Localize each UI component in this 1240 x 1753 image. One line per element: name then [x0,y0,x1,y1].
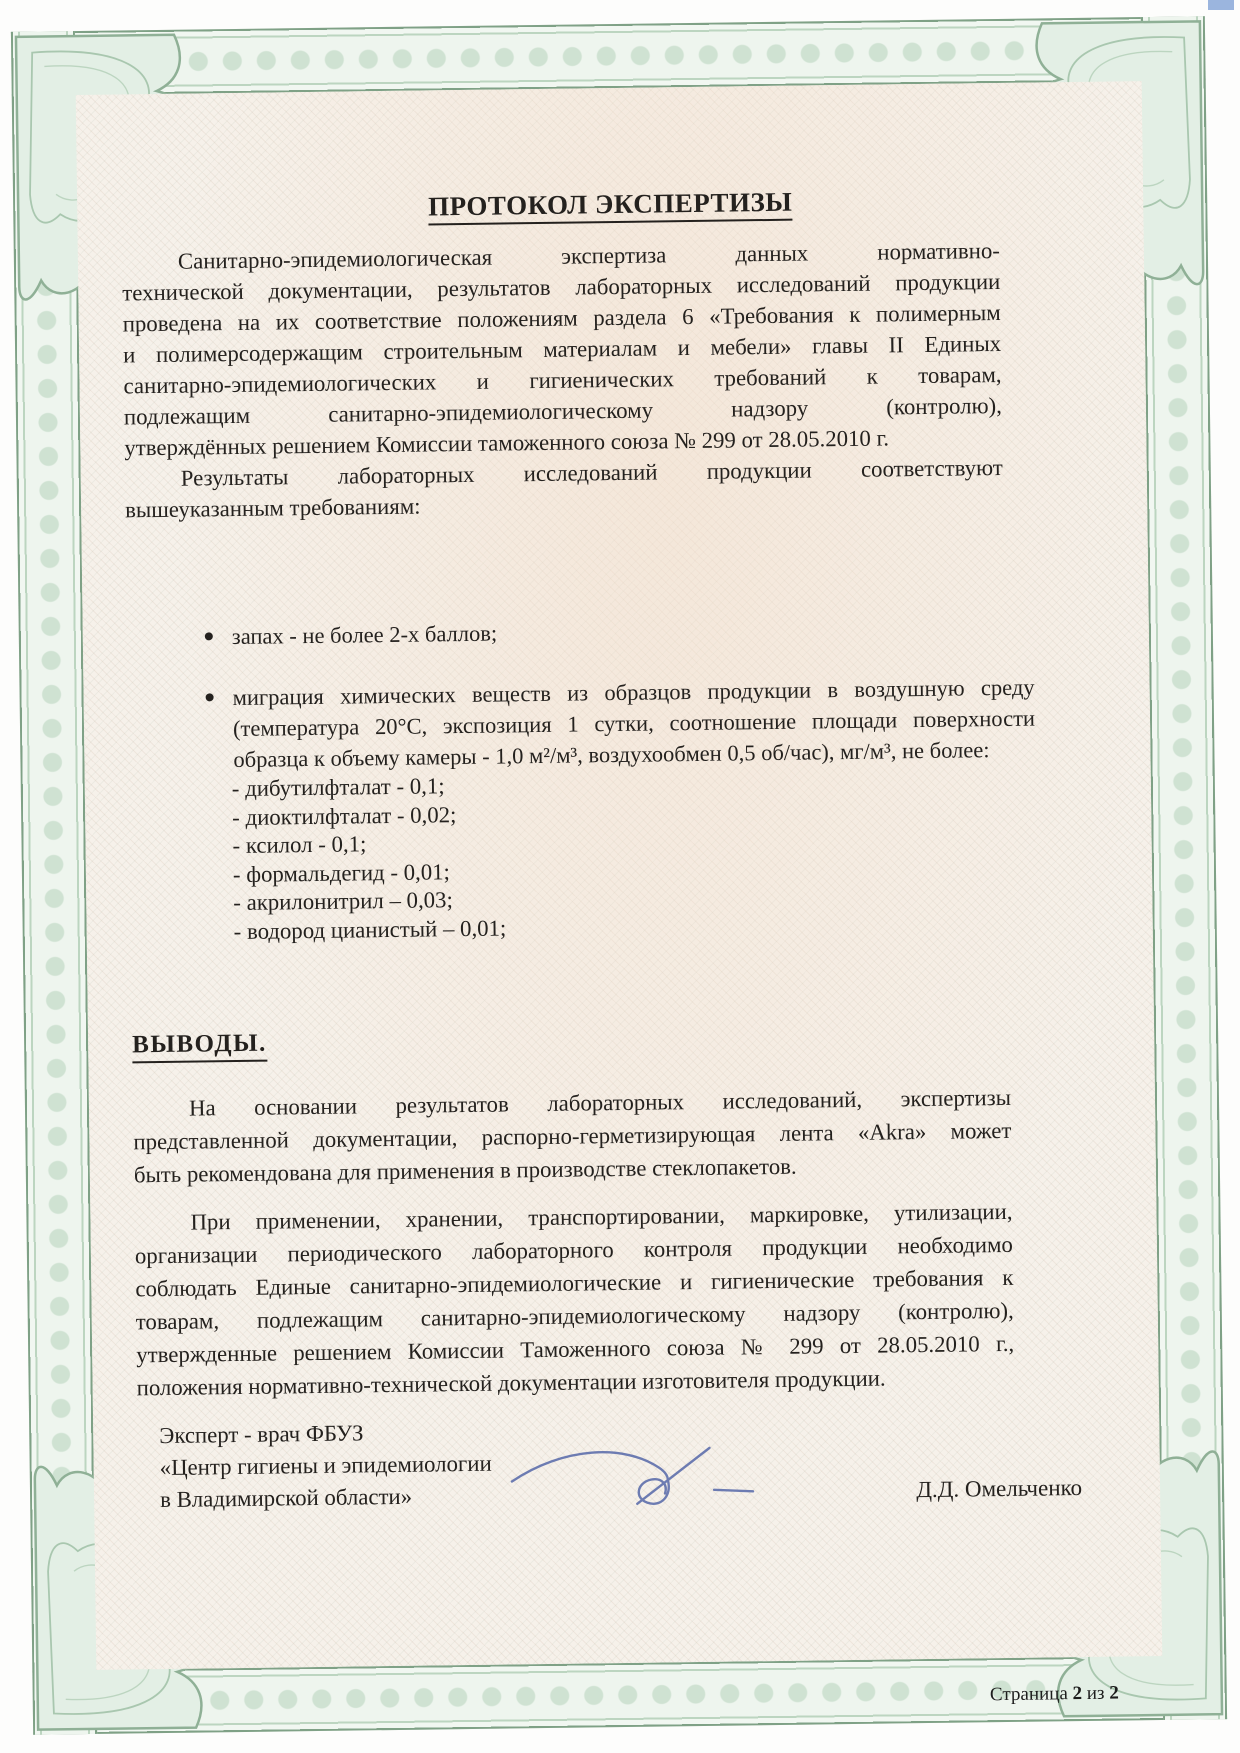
paragraph-line: подлежащим санитарно-эпидемиологическому надзору (контролю), [123,392,1003,430]
paragraph-line: утверждённых решением Комиссии таможенного союза № 299 от 28.05.2010 г. [124,425,890,461]
chemical-limits-list [232,771,507,946]
intro-paragraphs [122,235,1004,525]
paragraph-line: положения нормативно-технической документации изготовителя продукции. [136,1365,886,1401]
list-item-text: запах - не более 2-х баллов; [231,620,498,650]
bullet-icon [206,693,214,701]
paragraph-line: При применении, хранении, транспортировании, маркировке, утилизации, [190,1198,1013,1235]
page-title: ПРОТОКОЛ ЭКСПЕРТИЗЫ [77,181,1143,227]
page-current: 2 [1072,1683,1083,1705]
paragraph-line: вышеуказанным требованиям: [125,493,421,523]
list-item [205,672,1036,776]
paragraph-line: представленной документации, распорно-герметизирующая лента «Akra» может [133,1117,1012,1155]
paragraph-line: соблюдать Единые санитарно-эпидемиологические и гигиенические требования к [135,1264,1014,1302]
conclusions-heading: ВЫВОДЫ. [132,1029,267,1061]
expert-line: Эксперт - врач ФБУЗ [159,1420,364,1449]
paragraph-line: санитарно-эпидемиологических и гигиенических требований к товарам, [123,361,1002,399]
page-number [990,1683,1119,1707]
list-item-text: образца к объему камеры - 1,0 м²/м³, воздухообмен 0,5 об/час), мг/м³, не более: [233,737,990,773]
chemical-line: - водород цианистый – 0,01; [233,914,507,944]
list-item-text: миграция химических веществ из образцов продукции в воздушную среду [232,674,1035,711]
certificate-sheet [11,16,1227,1734]
chemical-line: - акрилонитрил – 0,03; [233,887,453,916]
paragraph-line: технической документации, результатов лабораторных исследований продукции [122,268,1001,306]
paragraph-line: проведена на их соответствие положениям раздела 6 «Требования к полимерным [122,299,1001,337]
page-label: Страница [989,1683,1068,1706]
paragraph-line: и полимерсодержащим строительным материалам и мебели» главы II Единых [122,330,1002,368]
paragraph-line: Санитарно-эпидемиологическая экспертиза данных нормативно- [177,237,1001,274]
chemical-line: - диоктилфталат - 0,02; [232,801,457,830]
list-item [205,611,1035,653]
chemical-line: - дибутилфталат - 0,1; [231,773,445,802]
expert-line: в Владимирской области» [159,1483,413,1513]
expert-line: «Центр гигиены и эпидемиологии [159,1450,492,1481]
expert-block [159,1416,492,1516]
signature [473,1426,784,1525]
bullet-icon [205,632,213,640]
chemical-line: - ксилол - 0,1; [232,831,367,859]
chemical-line: - формальдегид - 0,01; [232,858,451,887]
document-body [76,81,1163,1670]
list-item-text: (температура 20°С, экспозиция 1 сутки, соотношение площади поверхности [232,705,1036,742]
paragraph-line: организации периодического лабораторного контроля продукции необходимо [134,1231,1014,1269]
page-total: 2 [1109,1682,1119,1704]
conclusion-paragraph-2 [134,1195,1015,1404]
paragraph-line: На основании результатов лабораторных исследований, экспертизы [188,1084,1012,1121]
conclusion-paragraph-1 [133,1081,1012,1191]
paragraph-line: быть рекомендована для применения в производстве стеклопакетов. [133,1153,797,1188]
paragraph-line: утвержденные решением Комиссии Таможенного союза № 299 от 28.05.2010 г., [136,1330,1015,1368]
paragraph-line: Результаты лабораторных исследований продукции соответствуют [180,454,1003,491]
expert-name: Д.Д. Омельченко [916,1474,1083,1503]
page-of-label: из [1086,1682,1105,1704]
scan-artifact [1208,0,1234,10]
paragraph-line: товарам, подлежащим санитарно-эпидемиологическому надзору (контролю), [135,1297,1014,1335]
